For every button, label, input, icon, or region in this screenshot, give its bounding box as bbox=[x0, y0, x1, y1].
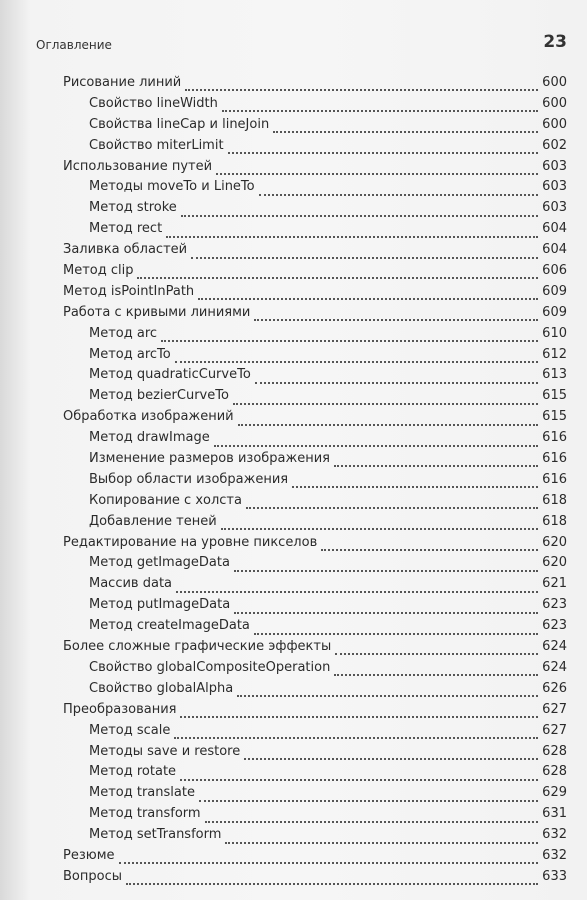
toc-entry-title: Свойство globalCompositeOperation bbox=[89, 659, 331, 675]
dot-leader bbox=[234, 612, 538, 614]
toc-entry-page: 600 bbox=[542, 116, 567, 132]
toc-entry-page: 620 bbox=[542, 555, 567, 571]
toc-entry-page: 620 bbox=[542, 534, 567, 550]
toc-entry-page: 602 bbox=[542, 137, 567, 153]
dot-leader bbox=[181, 215, 538, 217]
dot-leader bbox=[246, 507, 538, 509]
toc-entry-title: Методы save и restore bbox=[89, 743, 241, 759]
toc-entry-title: Свойство lineWidth bbox=[89, 95, 218, 111]
toc-entry bbox=[0, 535, 587, 556]
toc-entry-title: Резюме bbox=[63, 847, 115, 863]
toc-entry-title: Метод arcTo bbox=[89, 346, 171, 362]
toc-entry-title: Метод rotate bbox=[89, 764, 177, 780]
toc-entry-title: Метод createImageData bbox=[89, 618, 250, 634]
toc-entry bbox=[0, 660, 587, 681]
toc-entry bbox=[0, 96, 587, 117]
dot-leader bbox=[273, 131, 538, 133]
toc-entry-title: Изменение размеров изображения bbox=[89, 451, 330, 467]
toc-entry-page: 616 bbox=[542, 430, 567, 446]
dot-leader bbox=[254, 319, 538, 321]
toc-entry-page: 627 bbox=[542, 722, 567, 738]
toc-entry-title: Метод stroke bbox=[89, 200, 177, 216]
toc-entry-page: 610 bbox=[542, 325, 567, 341]
dot-leader bbox=[176, 591, 538, 593]
dot-leader bbox=[185, 89, 538, 91]
toc-entry-title: Метод translate bbox=[89, 785, 195, 801]
toc-entry-title: Рисование линий bbox=[63, 75, 182, 90]
toc-entry bbox=[0, 242, 587, 263]
toc-entry bbox=[0, 472, 587, 493]
toc-entry-title: Вопросы bbox=[63, 868, 122, 884]
toc-entry-page: 609 bbox=[542, 283, 567, 299]
toc-entry-title: Метод bezierCurveTo bbox=[89, 388, 229, 404]
dot-leader bbox=[180, 779, 538, 781]
dot-leader bbox=[334, 465, 538, 467]
toc-entry bbox=[0, 451, 587, 472]
toc-entry-page: 629 bbox=[542, 785, 567, 801]
dot-leader bbox=[234, 570, 538, 572]
toc-entry bbox=[0, 764, 587, 785]
dot-leader bbox=[191, 257, 538, 259]
toc-entry-page: 624 bbox=[542, 659, 567, 675]
toc-entry-page: 623 bbox=[542, 597, 567, 613]
dot-leader bbox=[255, 382, 538, 384]
toc-entry-title: Метод setTransform bbox=[89, 827, 222, 843]
toc-entry bbox=[0, 75, 587, 96]
toc-entry-title: Метод clip bbox=[63, 263, 134, 279]
toc-entry-page: 618 bbox=[542, 492, 567, 508]
toc-entry bbox=[0, 723, 587, 744]
dot-leader bbox=[137, 277, 538, 279]
toc-entry-title: Свойство miterLimit bbox=[89, 137, 224, 153]
dot-leader bbox=[214, 445, 538, 447]
toc-entry-page: 613 bbox=[542, 367, 567, 383]
toc-entry bbox=[0, 744, 587, 765]
toc-entry-page: 621 bbox=[542, 576, 567, 592]
toc-entry-page: 633 bbox=[542, 868, 567, 884]
toc-entry bbox=[0, 785, 587, 806]
toc-entry-title: Метод getImageData bbox=[89, 555, 230, 571]
toc-entry bbox=[0, 179, 587, 200]
toc-entry-title: Метод arc bbox=[89, 325, 158, 341]
toc-entry bbox=[0, 848, 587, 869]
toc-entry bbox=[0, 555, 587, 576]
toc-entry bbox=[0, 367, 587, 388]
toc-entry-page: 626 bbox=[542, 680, 567, 696]
dot-leader bbox=[334, 674, 538, 676]
toc-entry-title: Методы moveTo и LineTo bbox=[89, 179, 255, 195]
toc-entry bbox=[0, 681, 587, 702]
toc-entry bbox=[0, 806, 587, 827]
toc-entry-page: 632 bbox=[542, 827, 567, 843]
dot-leader bbox=[228, 152, 539, 154]
dot-leader bbox=[166, 236, 538, 238]
toc-entry-title: Обработка изображений bbox=[63, 409, 234, 425]
dot-leader bbox=[222, 110, 538, 112]
toc-entry-title: Метод quadraticCurveTo bbox=[89, 367, 251, 383]
dot-leader bbox=[237, 695, 538, 697]
dot-leader bbox=[225, 842, 538, 844]
dot-leader bbox=[292, 486, 538, 488]
toc-entry bbox=[0, 827, 587, 848]
toc-entry bbox=[0, 263, 587, 284]
toc-entry bbox=[0, 347, 587, 368]
toc-entry-page: 631 bbox=[542, 806, 567, 822]
toc-entry-title: Добавление теней bbox=[89, 513, 217, 529]
dot-leader bbox=[254, 633, 538, 635]
dot-leader bbox=[233, 403, 538, 405]
toc-entry bbox=[0, 388, 587, 409]
toc-entry-title: Массив data bbox=[89, 576, 173, 592]
toc-entry-page: 618 bbox=[542, 513, 567, 529]
toc-entry bbox=[0, 493, 587, 514]
toc-entry-page: 623 bbox=[542, 618, 567, 634]
toc-entry bbox=[0, 159, 587, 180]
dot-leader bbox=[244, 758, 538, 760]
toc-entry bbox=[0, 305, 587, 326]
table-of-contents bbox=[0, 75, 587, 890]
toc-entry-title: Метод rect bbox=[89, 221, 163, 237]
dot-leader bbox=[174, 737, 538, 739]
dot-leader bbox=[126, 883, 538, 885]
toc-entry-page: 609 bbox=[542, 304, 567, 320]
toc-entry bbox=[0, 869, 587, 890]
dot-leader bbox=[221, 528, 539, 530]
toc-entry bbox=[0, 138, 587, 159]
toc-entry-page: 600 bbox=[542, 95, 567, 111]
toc-entry-title: Заливка областей bbox=[63, 242, 188, 258]
toc-entry bbox=[0, 702, 587, 723]
toc-entry bbox=[0, 117, 587, 138]
toc-entry-title: Более сложные графические эффекты bbox=[63, 639, 332, 655]
toc-entry-title: Метод drawImage bbox=[89, 430, 210, 446]
toc-entry bbox=[0, 409, 587, 430]
toc-entry-title: Копирование с холста bbox=[89, 492, 242, 508]
toc-entry-title: Метод isPointInPath bbox=[63, 283, 195, 299]
toc-entry-page: 628 bbox=[542, 743, 567, 759]
toc-entry bbox=[0, 326, 587, 347]
dot-leader bbox=[198, 298, 538, 300]
toc-entry-title: Свойство globalAlpha bbox=[89, 680, 234, 696]
dot-leader bbox=[119, 862, 539, 864]
toc-entry-title: Метод putImageData bbox=[89, 597, 231, 613]
toc-entry-page: 600 bbox=[542, 75, 567, 90]
toc-entry-title: Использование путей bbox=[63, 158, 213, 174]
dot-leader bbox=[161, 340, 538, 342]
toc-entry bbox=[0, 514, 587, 535]
toc-entry-page: 604 bbox=[542, 242, 567, 258]
toc-entry bbox=[0, 618, 587, 639]
toc-entry bbox=[0, 284, 587, 305]
toc-entry-title: Редактирование на уровне пикселов bbox=[63, 534, 318, 550]
toc-entry bbox=[0, 200, 587, 221]
toc-entry-page: 616 bbox=[542, 451, 567, 467]
toc-entry-page: 603 bbox=[542, 179, 567, 195]
toc-entry-page: 615 bbox=[542, 388, 567, 404]
toc-entry-title: Метод scale bbox=[89, 722, 171, 738]
toc-entry-page: 604 bbox=[542, 221, 567, 237]
toc-entry-page: 603 bbox=[542, 158, 567, 174]
running-header-title: Оглавление bbox=[36, 38, 112, 52]
toc-entry-page: 627 bbox=[542, 701, 567, 717]
dot-leader bbox=[238, 424, 539, 426]
toc-entry-page: 615 bbox=[542, 409, 567, 425]
dot-leader bbox=[180, 716, 538, 718]
toc-entry bbox=[0, 639, 587, 660]
dot-leader bbox=[321, 549, 538, 551]
toc-entry-page: 628 bbox=[542, 764, 567, 780]
toc-entry-page: 606 bbox=[542, 263, 567, 279]
toc-entry bbox=[0, 597, 587, 618]
toc-entry bbox=[0, 576, 587, 597]
dot-leader bbox=[259, 194, 539, 196]
toc-entry bbox=[0, 430, 587, 451]
toc-entry-page: 612 bbox=[542, 346, 567, 362]
dot-leader bbox=[216, 173, 538, 175]
page-number: 23 bbox=[543, 32, 567, 52]
toc-entry-title: Метод transform bbox=[89, 806, 201, 822]
toc-entry-title: Работа с кривыми линиями bbox=[63, 304, 251, 320]
toc-entry-title: Преобразования bbox=[63, 701, 177, 717]
dot-leader bbox=[205, 821, 539, 823]
dot-leader bbox=[199, 800, 538, 802]
dot-leader bbox=[335, 653, 538, 655]
toc-entry-page: 624 bbox=[542, 639, 567, 655]
dot-leader bbox=[175, 361, 538, 363]
toc-entry-title: Выбор области изображения bbox=[89, 471, 289, 487]
toc-entry bbox=[0, 221, 587, 242]
toc-entry-page: 603 bbox=[542, 200, 567, 216]
toc-entry-page: 616 bbox=[542, 471, 567, 487]
toc-entry-page: 632 bbox=[542, 847, 567, 863]
toc-entry-title: Свойства lineCap и lineJoin bbox=[89, 116, 270, 132]
